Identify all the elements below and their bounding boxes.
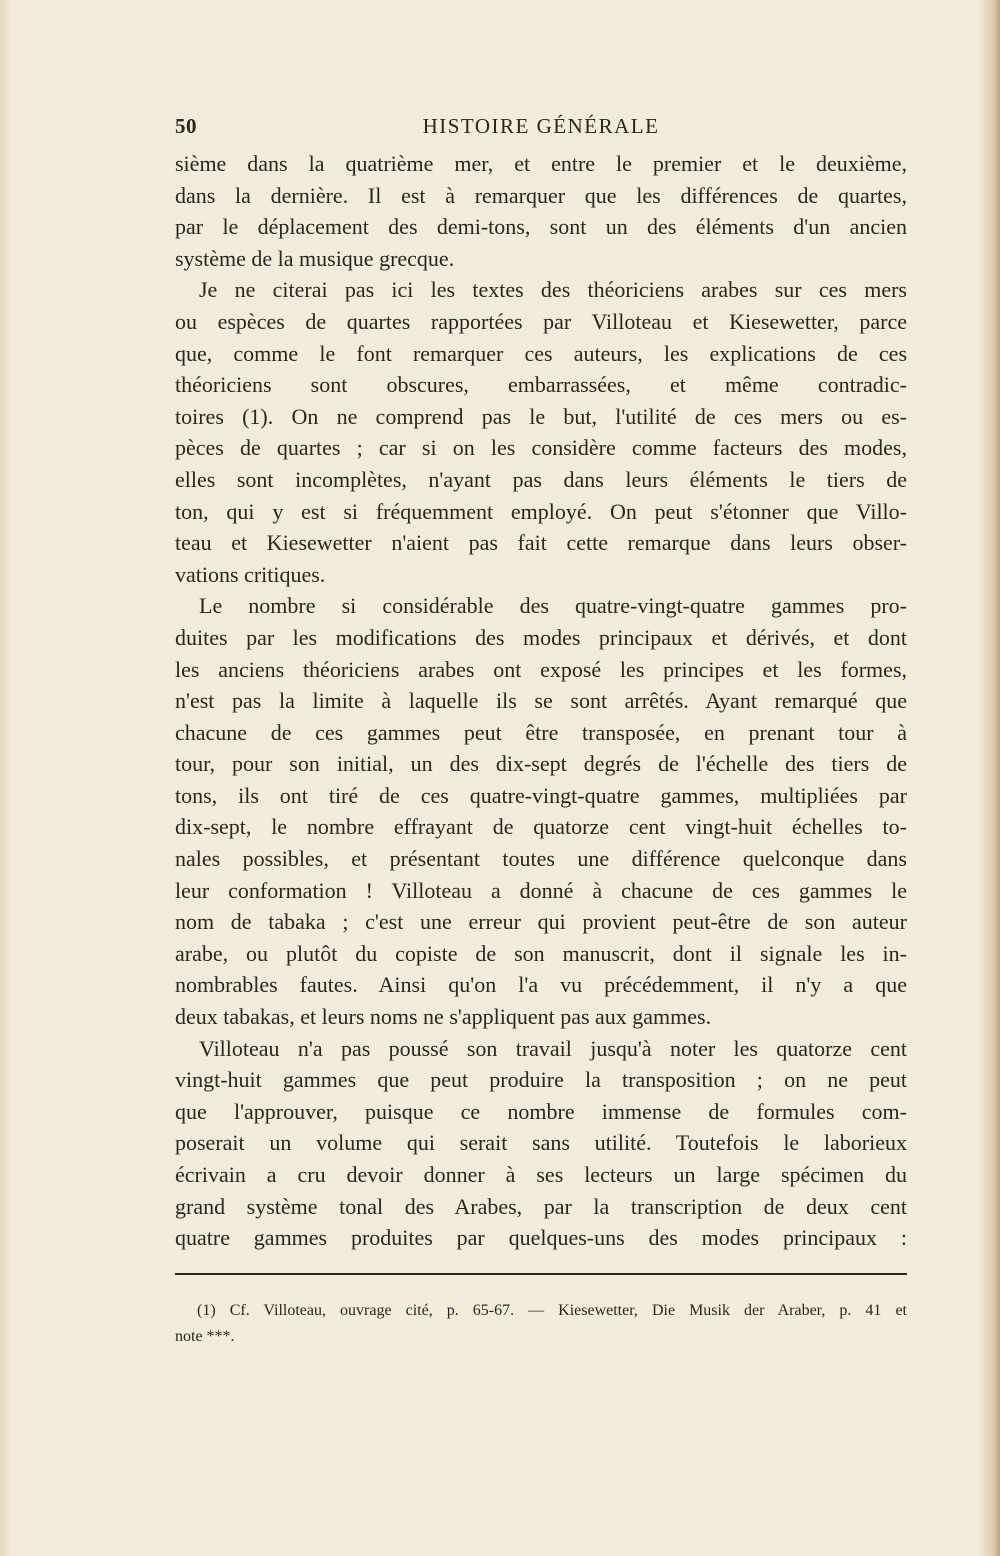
page-number: 50 bbox=[175, 114, 197, 138]
footnote bbox=[175, 1298, 907, 1350]
page-header bbox=[175, 112, 907, 142]
text-line: que l'approuver, puisque ce nombre immense de formules com- bbox=[175, 1098, 907, 1124]
text-line: ou espèces de quartes rapportées par Villoteau et Kiesewetter, parce bbox=[175, 308, 907, 334]
text-line: tour, pour son initial, un des dix-sept degrés de l'échelle des tiers de bbox=[175, 751, 907, 777]
text-line: poserait un volume qui serait sans utilité. Toutefois le laborieux bbox=[175, 1130, 907, 1156]
text-line: théoriciens sont obscures, embarrassées, et même contradic- bbox=[175, 372, 907, 398]
text-line: chacune de ces gammes peut être transposée, en prenant tour à bbox=[175, 719, 907, 745]
running-title: HISTOIRE GÉNÉRALE bbox=[422, 114, 660, 138]
text-line: nombrables fautes. Ainsi qu'on l'a vu précédemment, il n'y a que bbox=[175, 972, 907, 998]
text-line: n'est pas la limite à laquelle ils se sont arrêtés. Ayant remarqué que bbox=[175, 688, 907, 714]
text-line: par le déplacement des demi-tons, sont un des éléments d'un ancien bbox=[175, 214, 907, 240]
footnote-divider bbox=[175, 1273, 907, 1275]
text-line: vingt-huit gammes que peut produire la transposition ; on ne peut bbox=[175, 1067, 907, 1093]
body-text bbox=[175, 148, 907, 1254]
text-line: ton, qui y est si fréquemment employé. On peut s'étonner que Villo- bbox=[175, 498, 907, 524]
page-gutter-shadow bbox=[978, 0, 1000, 1556]
text-line: elles sont incomplètes, n'ayant pas dans leurs éléments le tiers de bbox=[175, 466, 907, 492]
text-line: Je ne citerai pas ici les textes des théoriciens arabes sur ces mers bbox=[199, 277, 907, 303]
text-line: Le nombre si considérable des quatre-vingt-quatre gammes pro- bbox=[199, 593, 907, 619]
text-line: deux tabakas, et leurs noms ne s'appliquent pas aux gammes. bbox=[175, 1004, 712, 1030]
text-line: teau et Kiesewetter n'aient pas fait cette remarque dans leurs obser- bbox=[175, 530, 907, 556]
text-line: dans la dernière. Il est à remarquer que les différences de quartes, bbox=[175, 182, 907, 208]
footnote-line: note ***. bbox=[175, 1328, 235, 1345]
text-line: nales possibles, et présentant toutes une différence quelconque dans bbox=[175, 846, 907, 872]
text-line: toires (1). On ne comprend pas le but, l'utilité de ces mers ou es- bbox=[175, 403, 907, 429]
text-line: grand système tonal des Arabes, par la transcription de deux cent bbox=[175, 1193, 907, 1219]
text-line: leur conformation ! Villoteau a donné à chacune de ces gammes le bbox=[175, 877, 907, 903]
text-line: dix-sept, le nombre effrayant de quatorze cent vingt-huit échelles to- bbox=[175, 814, 907, 840]
text-line: vations critiques. bbox=[175, 561, 326, 587]
text-line: arabe, ou plutôt du copiste de son manuscrit, dont il signale les in- bbox=[175, 940, 907, 966]
text-line: nom de tabaka ; c'est une erreur qui provient peut-être de son auteur bbox=[175, 909, 907, 935]
page-edge bbox=[0, 0, 12, 1556]
text-line: pèces de quartes ; car si on les considère comme facteurs des modes, bbox=[175, 435, 907, 461]
text-line: quatre gammes produites par quelques-uns des modes principaux : bbox=[175, 1225, 907, 1251]
text-line: système de la musique grecque. bbox=[175, 245, 455, 271]
text-line: que, comme le font remarquer ces auteurs, les explications de ces bbox=[175, 340, 907, 366]
text-line: écrivain a cru devoir donner à ses lecteurs un large spécimen du bbox=[175, 1162, 907, 1187]
text-line: tons, ils ont tiré de ces quatre-vingt-quatre gammes, multipliées par bbox=[175, 782, 907, 808]
footnote-line: (1) Cf. Villoteau, ouvrage cité, p. 65-67. — Kiesewetter, Die Musik der Araber, p. 41 et bbox=[197, 1302, 907, 1319]
text-line: Villoteau n'a pas poussé son travail jusqu'à noter les quatorze cent bbox=[199, 1035, 907, 1061]
text-line: les anciens théoriciens arabes ont exposé les principes et les formes, bbox=[175, 656, 907, 682]
text-line: duites par les modifications des modes principaux et dérivés, et dont bbox=[175, 624, 907, 650]
text-line: sième dans la quatrième mer, et entre le premier et le deuxième, bbox=[175, 151, 907, 176]
